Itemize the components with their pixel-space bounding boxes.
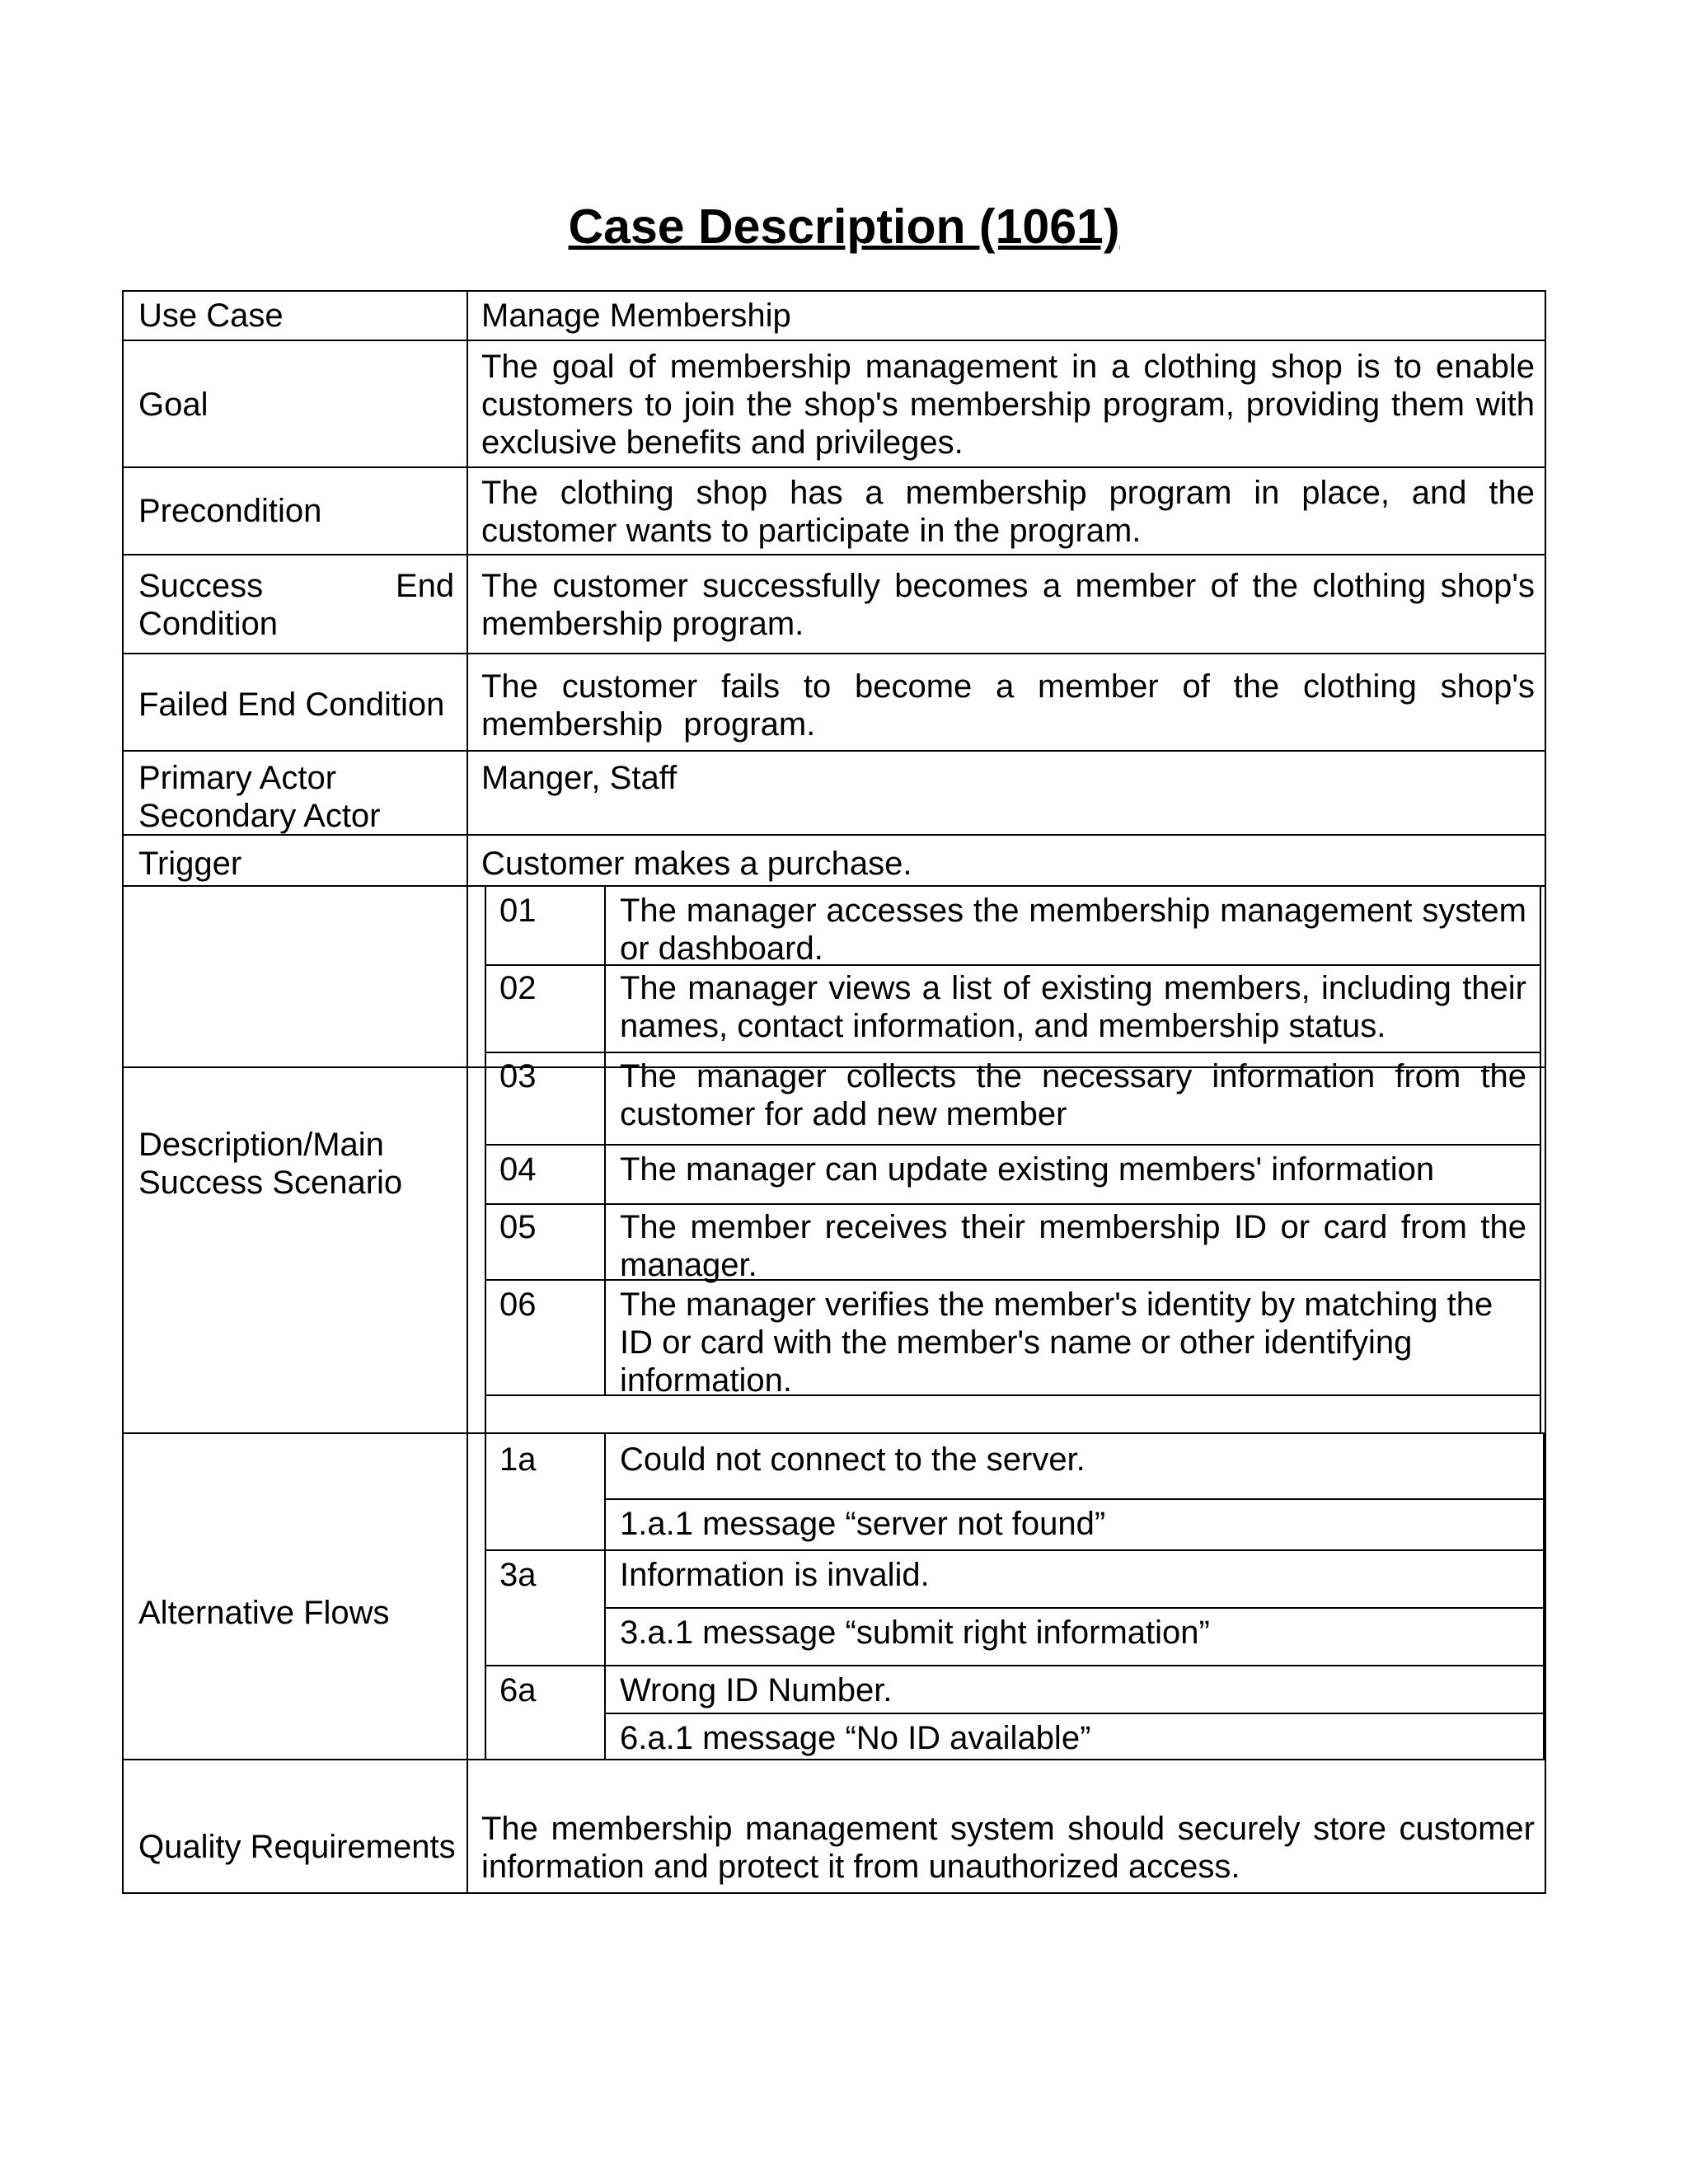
row-divider [122, 466, 1546, 468]
step-divider [485, 1144, 1541, 1146]
step-text: The manager can update existing members' information [620, 1151, 1435, 1188]
step-text: The manager accesses the membership management system or dashboard. [620, 893, 1526, 967]
flows-col-divider [604, 1434, 606, 1760]
quality-value: The membership management system should securely store customer information and protect it from unauthorized access. [481, 1811, 1535, 1885]
table-left-border [122, 1063, 124, 1442]
main-scenario-label-1: Description/Main [138, 1127, 384, 1163]
precondition-value: The clothing shop has a membership program in place, and the customer wants to participate in the program. [481, 475, 1535, 549]
goal-label: Goal [138, 387, 209, 423]
precondition-label: Precondition [138, 493, 322, 529]
trigger-value: Customer makes a purchase. [481, 846, 912, 882]
flow-sub-divider [604, 1498, 1545, 1500]
success-end-value: The customer successfully becomes a member of the clothing shop's membership program. [481, 568, 1535, 642]
step-divider [485, 1203, 1541, 1205]
steps-col-divider [604, 887, 606, 1394]
flow-number: 3a [499, 1557, 537, 1593]
step-text: The manager collects the necessary information from the customer for add new member [620, 1058, 1526, 1132]
column-divider [467, 290, 468, 1894]
step-text: The manager verifies the member's identity by matching the ID or card with the member's name or other identifying information. [620, 1286, 1493, 1399]
step-text: The manager views a list of existing members, including their names, contact information, and membership status. [620, 970, 1526, 1044]
failed-end-value: The customer fails to become a member of the clothing shop's membership program. [481, 668, 1535, 743]
quality-label: Quality Requirements [138, 1829, 456, 1865]
flow-number: 1a [499, 1441, 537, 1478]
actors-value: Manger, Staff [481, 760, 678, 796]
flow-text: Wrong ID Number. [620, 1672, 893, 1708]
step-divider [485, 1052, 1541, 1053]
secondary-actor-label: Secondary Actor [138, 798, 381, 834]
use-case-label: Use Case [138, 298, 284, 334]
step-text: The member receives their membership ID or card from the manager. [620, 1209, 1526, 1283]
row-divider [122, 750, 1546, 752]
flow-text: Information is invalid. [620, 1557, 930, 1593]
step-number: 05 [499, 1209, 537, 1245]
flow-sub-text: 6.a.1 message “No ID available” [620, 1720, 1091, 1756]
flow-divider [485, 1665, 1545, 1666]
table-right-border [1545, 1063, 1546, 1442]
success-end-label-c: Condition [138, 606, 279, 642]
step-number: 04 [499, 1151, 537, 1188]
failed-end-label: Failed End Condition [138, 687, 445, 723]
step-number: 06 [499, 1286, 537, 1323]
step-number: 03 [499, 1058, 537, 1094]
flow-sub-divider [604, 1713, 1545, 1714]
main-scenario-label-2: Success Scenario [138, 1165, 403, 1201]
step-number: 01 [499, 893, 537, 929]
row-divider [122, 340, 1546, 341]
success-end-label-b: End [396, 568, 455, 604]
goal-value: The goal of membership management in a clothing shop is to enable customers to join the shop's membership program, providing them with exclusive benefits and privileges. [481, 349, 1535, 461]
flow-sub-text: 3.a.1 message “submit right information” [620, 1615, 1210, 1651]
page-title: Case Description (1061) [568, 199, 1120, 254]
flow-sub-text: 1.a.1 message “server not found” [620, 1506, 1106, 1542]
row-divider [122, 554, 1546, 555]
flow-sub-divider [604, 1607, 1545, 1609]
flows-table [485, 1434, 1545, 1760]
row-divider [122, 653, 1546, 654]
flow-text: Could not connect to the server. [620, 1441, 1085, 1478]
trigger-label: Trigger [138, 846, 242, 882]
primary-actor-label: Primary Actor [138, 760, 337, 796]
success-end-label-a: Success [138, 568, 264, 604]
flow-divider [485, 1549, 1545, 1551]
step-number: 02 [499, 970, 537, 1006]
flow-number: 6a [499, 1672, 537, 1708]
alternative-flows-label: Alternative Flows [138, 1595, 390, 1631]
use-case-value: Manage Membership [481, 298, 791, 334]
